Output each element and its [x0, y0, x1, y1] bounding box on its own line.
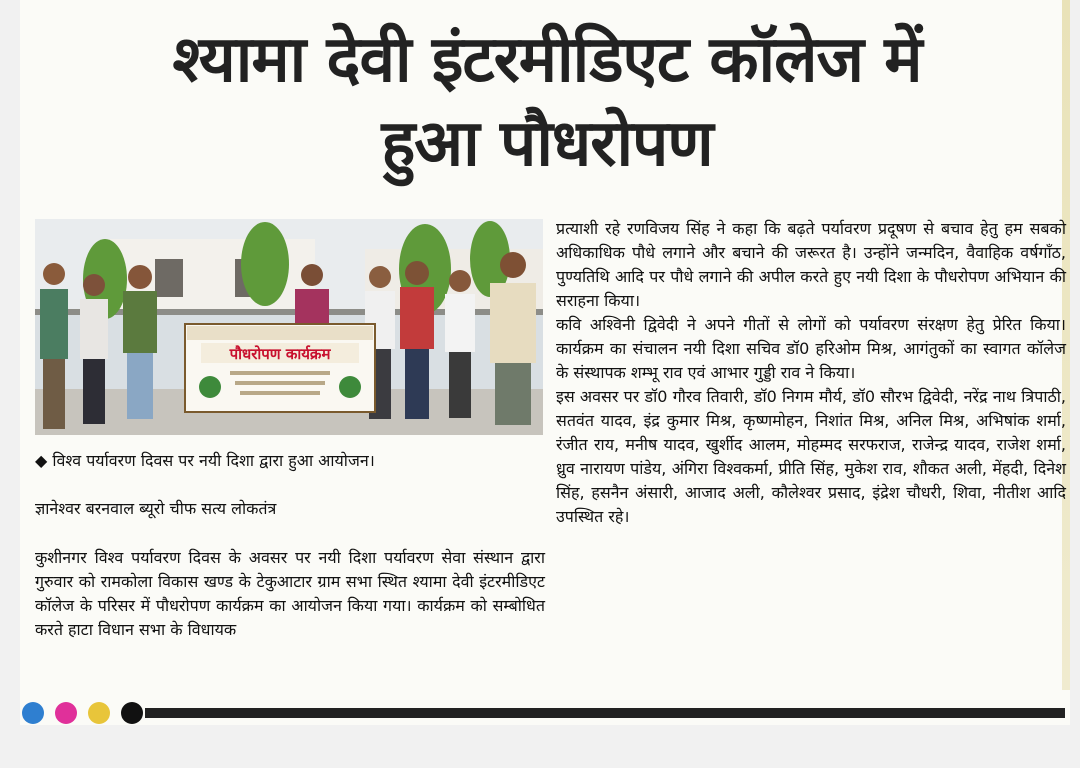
headline-line-1: श्यामा देवी इंटरमीडिएट कॉलेज में [172, 23, 922, 97]
registration-dot-yellow [88, 702, 110, 724]
photo-caption: ◆ विश्व पर्यावरण दिवस पर नयी दिशा द्वारा हुआ आयोजन। [35, 451, 375, 470]
registration-dot-magenta [55, 702, 77, 724]
paragraph: प्रत्याशी रहे रणविजय सिंह ने कहा कि बढ़ते पर्यावरण प्रदूषण से बचाव हेतु हम सबको अधिकाधिक पौधे लगाने और बचाने की जरूरत है। उन्होंने जन्मदिन, वैवाहिक वर्षगाँठ, पुण्यतिथि आदि पर पौधे लगाने की अपील करते हुए नयी दिशा के पौधरोपण अभियान की सराहना किया। [556, 219, 1066, 310]
byline: ज्ञानेश्वर बरनवाल ब्यूरो चीफ सत्य लोकतंत्र [35, 499, 277, 518]
headline-line-2: हुआ पौधरोपण [381, 107, 713, 181]
registration-dot-cyan [22, 702, 44, 724]
paragraph: कवि अश्विनी द्विवेदी ने अपने गीतों से लोगों को पर्यावरण संरक्षण हेतु प्रेरित किया। कार्यक्रम का संचालन नयी दिशा सचिव डॉ0 हरिओम मिश्र, आगंतुकों का स्वागत कॉलेज के संस्थापक शम्भू राव एवं आभार गुड्डी राव ने किया। [556, 315, 1066, 382]
print-rule [145, 708, 1065, 718]
newspaper-clipping [20, 0, 1070, 725]
photo-illustration [35, 219, 543, 435]
paragraph: इस अवसर पर डॉ0 गौरव तिवारी, डॉ0 निगम मौर्य, डॉ0 सौरभ द्विवेदी, नरेंद्र नाथ त्रिपाठी, सतवंत यादव, इंद्र कुमार मिश्र, कृष्णमोहन, निशांत मिश्र, अनिल मिश्र, अभिषांक शर्मा, रंजीत राय, मनीष यादव, खुर्शीद आलम, मोहम्मद सरफराज, राजेन्द्र यादव, राजेश शर्मा, ध्रुव नारायण पांडेय, अंगिरा विश्वकर्मा, प्रीति सिंह, मुकेश राव, शौकत अली, मेंहदी, दिनेश सिंह, हसनैन अंसारी, आजाद अली, कौलेश्वर प्रसाद, इंद्रेश चौधरी, शिवा, नीतीश आदि उपस्थित रहे। [556, 387, 1066, 526]
event-photo [35, 219, 543, 435]
registration-dot-black [121, 702, 143, 724]
headline [32, 18, 1062, 186]
article-body-right [556, 217, 1066, 529]
banner-title: पौधरोपण कार्यक्रम [229, 345, 331, 363]
article-body-left: कुशीनगर विश्व पर्यावरण दिवस के अवसर पर नयी दिशा पर्यावरण सेवा संस्थान द्वारा गुरुवार को रामकोला विकास खण्ड के टेकुआटार ग्राम सभा स्थित श्यामा देवी इंटरमीडिएट कॉलेज के परिसर में पौधरोपण कार्यक्रम का आयोजन किया गया। कार्यक्रम को सम्बोधित करते हाटा विधान सभा के विधायक [35, 548, 545, 639]
